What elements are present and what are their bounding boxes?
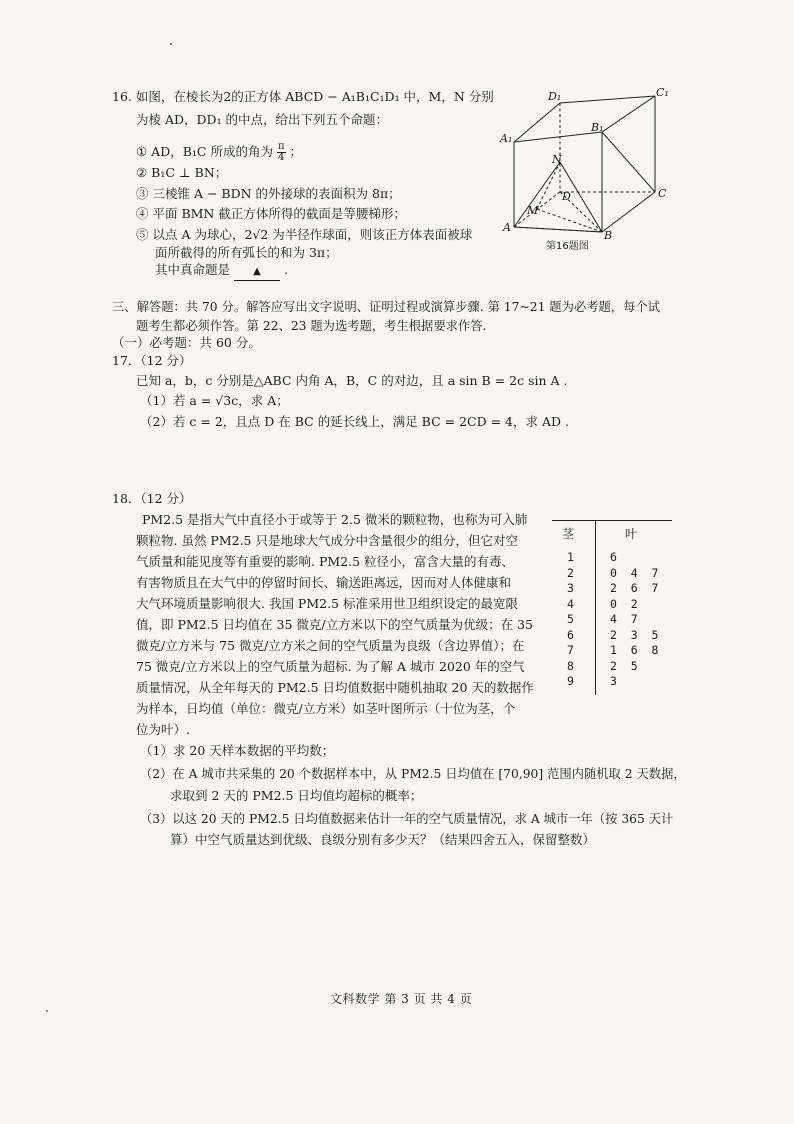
q17-header: 17．（12 分） <box>112 353 192 368</box>
label-b: B <box>604 229 613 242</box>
label-a1: A₁ <box>500 132 513 145</box>
scan-speck <box>46 1010 48 1012</box>
hidden-segment-m-n <box>537 162 560 209</box>
q18-part-3-line-2: 算）中空气质量达到优级、良级分别有多少天？（结果四舍五入，保留整数） <box>170 832 596 847</box>
q16-answer-line <box>155 262 288 281</box>
edge-a1-b1 <box>514 132 602 142</box>
section3-line-2: 题考生都必须作答。第 22、23 题为选考题，考生根据要求作答. <box>136 319 487 333</box>
q16-line-2: 为棱 AD，DD₁ 的中点，给出下列五个命题： <box>136 112 389 127</box>
q18-text-line-3: 气质量和能见度等有重要的影响. PM2.5 粒径小，富含大量的有毒、 <box>136 554 515 569</box>
figure-caption: 第16题图 <box>546 241 589 252</box>
q16-option-2: ② B₁C ⊥ BN； <box>136 165 228 180</box>
q18-part-2-line-1: （2）在 A 城市共采集的 20 个数据样本中，从 PM2.5 日均值在 [70,90] 范围内随机取 2 天数据， <box>140 767 686 781</box>
q18-part-3-line-1: （3）以这 20 天的 PM2.5 日均值数据来估计一年的空气质量情况，求 A 城市一年（按 365 天计 <box>140 812 674 826</box>
label-c1: C₁ <box>656 86 669 99</box>
leaf-values: 2 3 5 <box>610 627 659 642</box>
q18-part-2-line-2: 求取到 2 天的 PM2.5 日均值均超标的概率； <box>170 788 423 803</box>
q18-text-line-10: 为样本，日均值（单位：微克/立方米）如茎叶图所示（十位为茎，个 <box>136 701 516 716</box>
label-c: C <box>658 187 667 200</box>
stem-leaf-divider <box>595 520 596 695</box>
leaf-header: 叶 <box>625 527 638 541</box>
stem-value: 7 <box>567 643 574 657</box>
stem-leaf-plot <box>552 520 692 700</box>
answer-suffix: . <box>283 262 288 277</box>
q18-text-line-11: 位为叶）. <box>136 722 190 737</box>
edge-d1-c1 <box>560 96 655 103</box>
leaf-values: 4 7 <box>610 612 638 626</box>
leaf-values: 3 <box>610 674 617 688</box>
stem-leaf-header-rule <box>552 520 672 521</box>
stem-value: 3 <box>567 581 574 595</box>
q18-text-line-8: 75 微克/立方米以上的空气质量为超标. 为了解 A 城市 2020 年的空气 <box>136 659 525 674</box>
edge-b-c <box>602 192 655 232</box>
stem-value: 9 <box>567 674 574 688</box>
q18-text-line-5: 大气环境质量影响很大. 我国 PM2.5 标准采用世卫组织设定的最宽限 <box>136 596 518 611</box>
q18-text-line-7: 微克/立方米与 75 微克/立方米之间的空气质量为良级（含边界值）；在 <box>136 638 525 653</box>
segment-n-a <box>514 162 560 227</box>
label-n: N <box>552 153 562 166</box>
q18-text-line-4: 有害物质且在大气中的停留时间长、输送距离远，因而对人体健康和 <box>136 575 512 590</box>
label-d: D <box>562 190 571 203</box>
stem-value: 1 <box>567 550 574 564</box>
cube-figure <box>490 84 680 256</box>
fraction-denominator: 4 <box>278 152 285 163</box>
q16-option-1-text: ① AD，B₁C 所成的角为 <box>136 144 273 159</box>
q16-option-1-suffix: ； <box>289 144 303 159</box>
page-footer: 文科数学 第 3 页 共 4 页 <box>330 992 473 1006</box>
edge-b1-c1 <box>602 96 655 132</box>
answer-blank[interactable] <box>234 262 280 281</box>
leaf-values: 1 6 8 <box>610 643 659 657</box>
section3-line-1: 三、解答题：共 70 分。解答应写出文字说明、证明过程或演算步骤. 第 17~21 题为必考题，每个试 <box>112 300 660 314</box>
stem-value: 8 <box>567 658 574 673</box>
stem-value: 2 <box>567 565 574 580</box>
stem-header: 茎 <box>562 527 575 541</box>
leaf-values: 0 2 <box>610 596 638 611</box>
q16-option-3: ③ 三棱锥 A − BDN 的外接球的表面积为 8π； <box>136 186 401 201</box>
label-m: M <box>527 204 539 217</box>
scan-speck <box>170 43 172 45</box>
edge-a1-d1 <box>514 103 560 142</box>
leaf-values: 0 4 7 <box>610 565 659 580</box>
q16-line-1: 16. 如图，在棱长为2的正方体 ABCD − A₁B₁C₁D₁ 中，M，N 分别 <box>112 89 494 104</box>
triangle-icon: ▲ <box>253 266 261 277</box>
q18-text-line-1: PM2.5 是指大气中直径小于或等于 2.5 微米的颗粒物，也称为可入肺 <box>142 512 528 527</box>
q16-option-5-line-1: ⑤ 以点 A 为球心，2√2 为半径作球面，则该正方体表面被球 <box>136 227 473 242</box>
q18-part-1: （1）求 20 天样本数据的平均数； <box>140 743 335 758</box>
q16-option-4: ④ 平面 BMN 截正方体所得的截面是等腰梯形； <box>136 206 406 221</box>
stem-value: 5 <box>567 612 574 626</box>
edge-b1-c-diagonal <box>602 132 655 192</box>
q16-option-5-line-2: 面所截得的所有弧长的和为 3π； <box>155 245 338 260</box>
stem-value: 4 <box>567 596 574 611</box>
label-a: A <box>503 221 511 234</box>
q17-part-2: （2）若 c = 2，且点 D 在 BC 的延长线上，满足 BC = 2CD = 4，求 AD . <box>140 414 569 429</box>
q18-text-line-6: 值，即 PM2.5 日均值在 35 微克/立方米以下的空气质量为优级；在 35 <box>136 617 533 632</box>
label-d1: D₁ <box>548 90 562 103</box>
q18-text-line-9: 质量情况，从全年每天的 PM2.5 日均值数据中随机抽取 20 天的数据作 <box>136 680 534 695</box>
section3-line-3: （一）必考题：共 60 分。 <box>112 335 261 350</box>
stem-value: 6 <box>567 627 574 642</box>
leaf-values: 2 5 <box>610 658 638 673</box>
fraction-numerator: π <box>277 141 285 152</box>
pi-over-4-fraction <box>277 142 286 163</box>
q18-header: 18．（12 分） <box>112 491 192 506</box>
leaf-values: 6 <box>610 550 617 564</box>
q16-option-1 <box>136 142 302 163</box>
answer-prefix: 其中真命题是 <box>155 262 231 277</box>
label-b1: B₁ <box>591 121 604 134</box>
q18-text-line-2: 颗粒物. 虽然 PM2.5 只是地球大气成分中含量很少的组分，但它对空 <box>136 533 518 548</box>
leaf-values: 2 6 7 <box>610 581 659 595</box>
q17-stem: 已知 a，b，c 分别是△ABC 内角 A，B，C 的对边，且 a sin B = 2c sin A . <box>136 373 568 388</box>
q17-part-1: （1）若 a = √3c，求 A； <box>140 393 289 408</box>
